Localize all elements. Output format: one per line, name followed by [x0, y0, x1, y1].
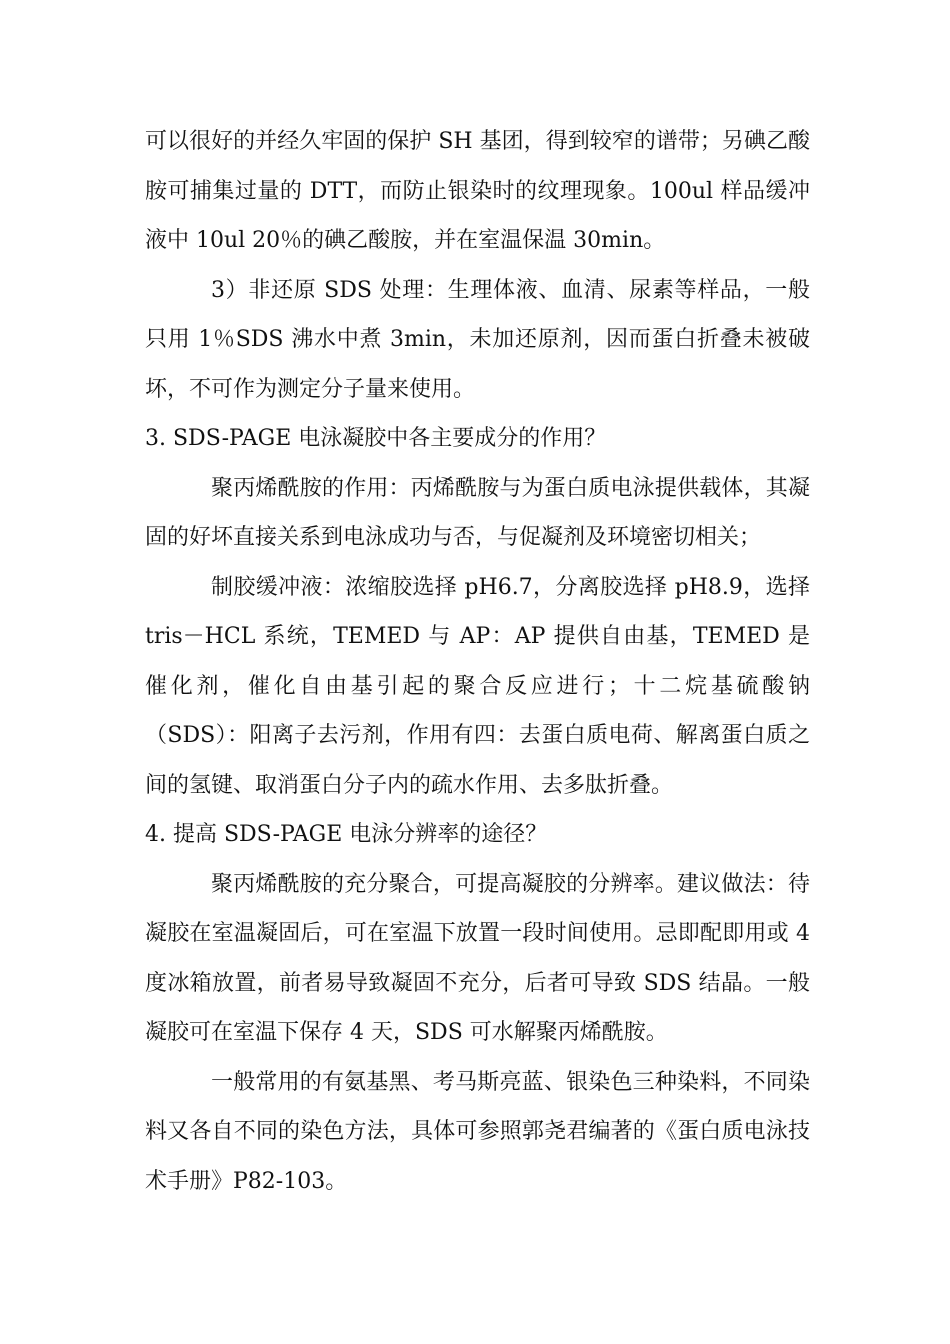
section-heading-4: 4. 提高 SDS-PAGE 电泳分辨率的途径？	[145, 822, 548, 847]
body-paragraph-6: 一般常用的有氨基黑、考马斯亮蓝、银染色三种染料，不同染料又各自不同的染色方法，具体可参照郭尧君编著的《蛋白质电泳技术手册》P82-103。	[145, 1069, 810, 1194]
body-paragraph-4: 制胶缓冲液：浓缩胶选择 pH6.7，分离胶选择 pH8.9，选择 tris－HCL 系统，TEMED 与 AP：AP 提供自由基，TEMED 是催化剂，催化自由基引起的聚合反应进行；十二烷基硫酸钠（SDS）：阳离子去污剂，作用有四：去蛋白质电荷、解离蛋白质之间的氢键、取消蛋白分子内的疏水作用、去多肽折叠。	[145, 574, 810, 798]
body-paragraph-3: 聚丙烯酰胺的作用：丙烯酰胺与为蛋白质电泳提供载体，其凝固的好坏直接关系到电泳成功与否，与促凝剂及环境密切相关；	[145, 475, 810, 550]
document-body	[145, 117, 810, 1206]
section-heading-3: 3. SDS-PAGE 电泳凝胶中各主要成分的作用？	[145, 426, 607, 451]
body-paragraph-5: 聚丙烯酰胺的充分聚合，可提高凝胶的分辨率。建议做法：待凝胶在室温凝固后，可在室温下放置一段时间使用。忌即配即用或 4 度冰箱放置，前者易导致凝固不充分，后者可导致 SDS 结晶。一般凝胶可在室温下保存 4 天，SDS 可水解聚丙烯酰胺。	[145, 871, 810, 1045]
body-paragraph-1: 可以很好的并经久牢固的保护 SH 基团，得到较窄的谱带；另碘乙酸胺可捕集过量的 DTT，而防止银染时的纹理现象。100ul 样品缓冲液中 10ul 20％的碘乙酸胺，并在室温保温 30min。	[145, 129, 810, 253]
body-paragraph-2: 3）非还原 SDS 处理：生理体液、血清、尿素等样品，一般只用 1％SDS 沸水中煮 3min，未加还原剂，因而蛋白折叠未被破坏，不可作为测定分子量来使用。	[145, 277, 810, 402]
